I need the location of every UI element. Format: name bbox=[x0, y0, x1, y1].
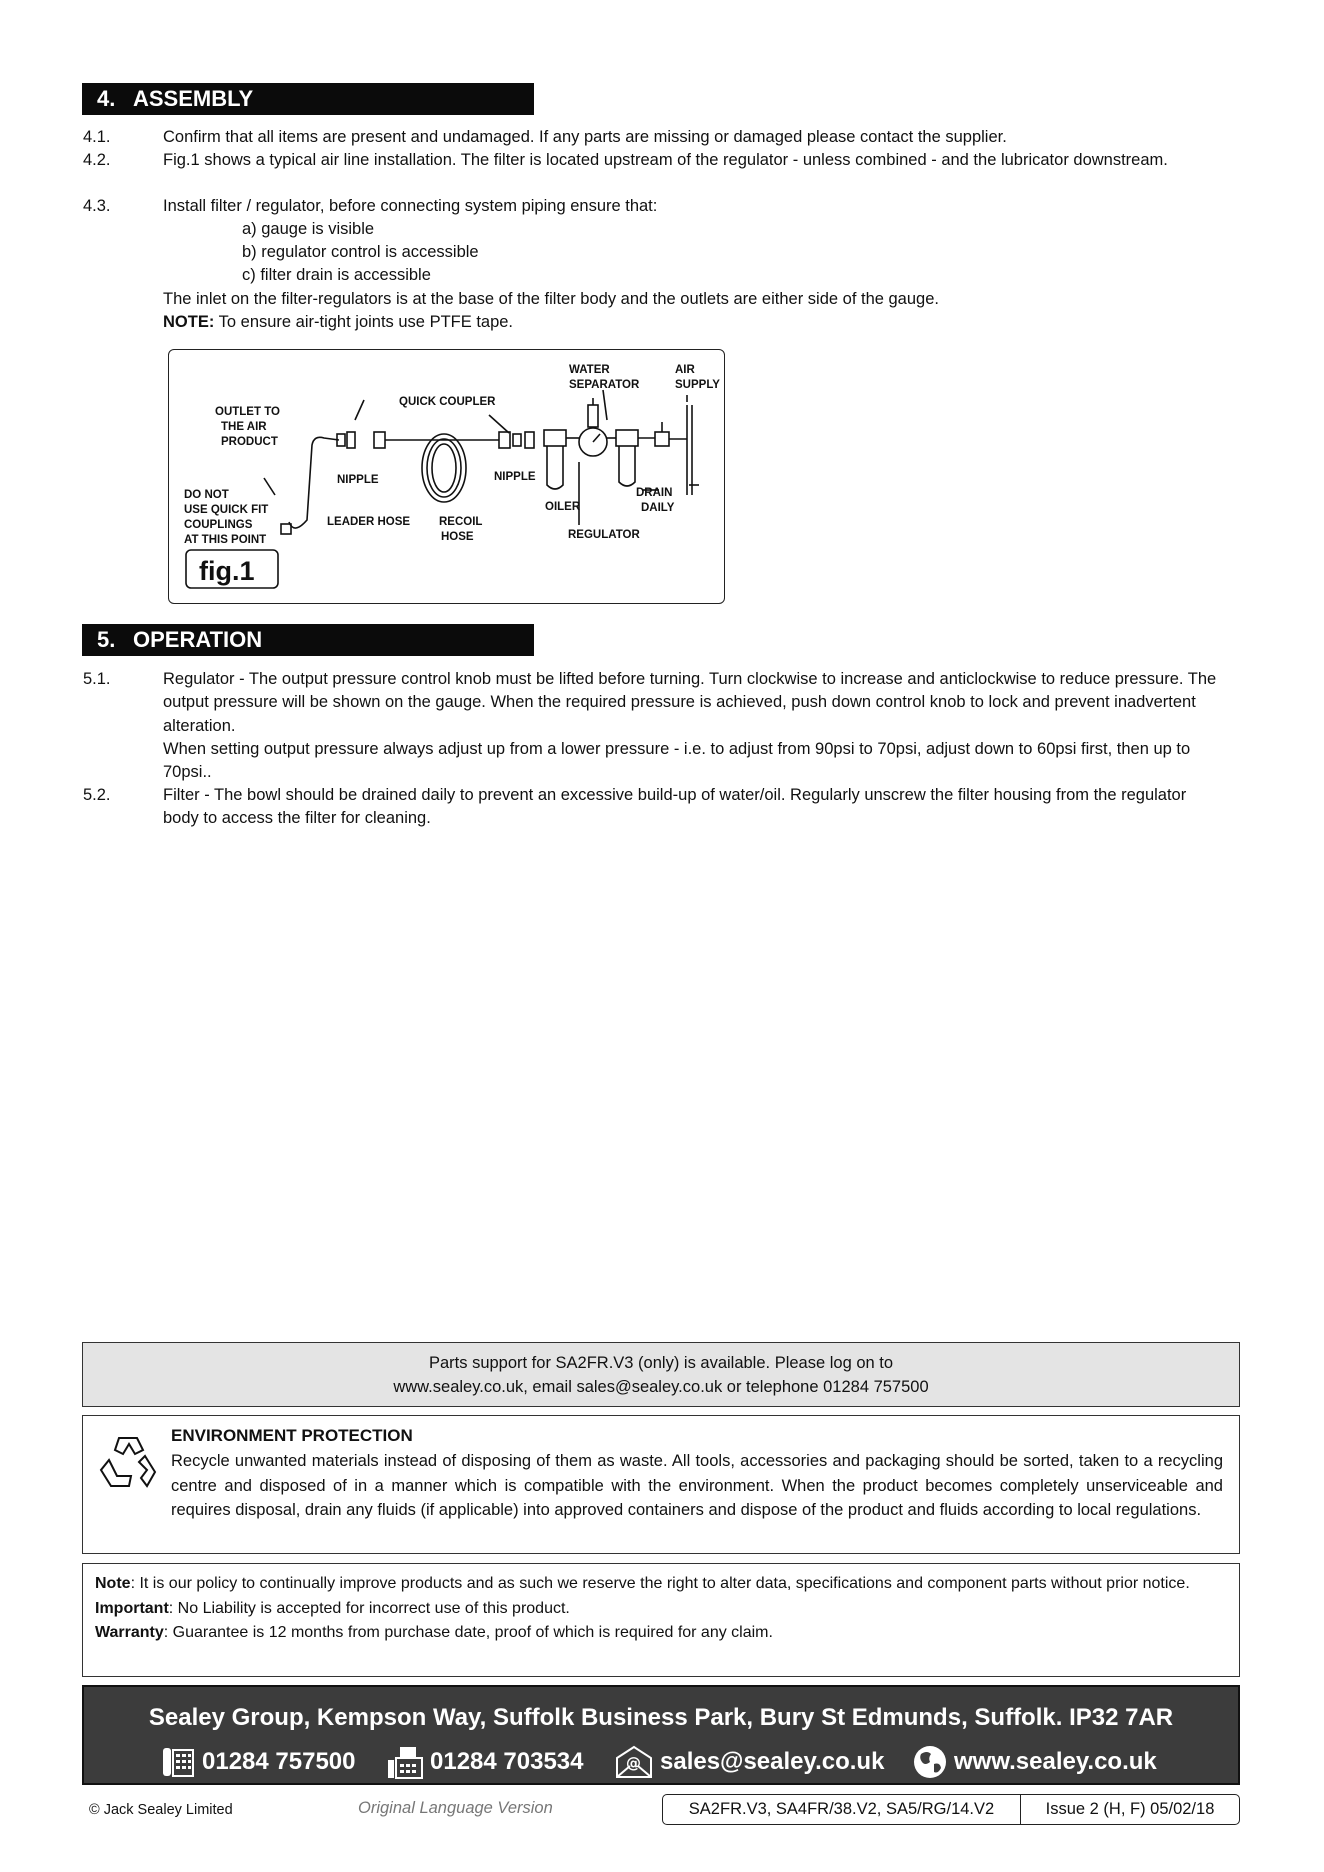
note-line bbox=[163, 311, 1233, 334]
label-drain-2: DAILY bbox=[641, 502, 675, 514]
web-address[interactable]: www.sealey.co.uk bbox=[954, 1748, 1157, 1775]
item-text: Regulator - The output pressure control knob must be lifted before turning. Turn clockwise to increase and anticlockwise to reduce pressure. The output pressure will be shown on the gauge. When the required pressure is achieved, push down control knob to lock and prevent inadvertent alteration. bbox=[163, 670, 1217, 735]
label-nipple-left: NIPPLE bbox=[337, 474, 379, 486]
fax-number: 01284 703534 bbox=[430, 1748, 584, 1775]
model-numbers: SA2FR.V3, SA4FR/38.V2, SA5/RG/14.V2 bbox=[663, 1795, 1021, 1824]
item-number: 5.1. bbox=[83, 670, 111, 688]
environment-title: ENVIRONMENT PROTECTION bbox=[171, 1426, 413, 1445]
email-contact bbox=[614, 1744, 884, 1780]
environment-text: Recycle unwanted materials instead of disposing of them as waste. All tools, accessories and packaging should be sorted, taken to a recycling centre and disposed of in a manner which is compatible with the environment. When the product becomes completely unserviceable and requires disposal, drain any fluids (if applicable) into approved containers and dispose of the product and fluids according to local regulations. bbox=[171, 1452, 1223, 1519]
operation-header bbox=[82, 624, 534, 656]
important-note bbox=[95, 1597, 1227, 1622]
phone-number: 01284 757500 bbox=[202, 1748, 356, 1775]
warranty-label: Warranty bbox=[95, 1624, 164, 1641]
label-quick-coupler: QUICK COUPLER bbox=[399, 396, 496, 408]
assembly-header-number: 4. bbox=[97, 86, 116, 111]
item-number: 5.2. bbox=[83, 786, 111, 804]
issue-date: Issue 2 (H, F) 05/02/18 bbox=[1045, 1800, 1215, 1818]
warranty-text: : Guarantee is 12 months from purchase date, proof of which is required for any claim. bbox=[163, 1624, 773, 1641]
label-nipple-right: NIPPLE bbox=[494, 471, 536, 483]
coupling-shape bbox=[281, 524, 291, 534]
installation-diagram bbox=[169, 350, 726, 605]
label-air-2: SUPPLY bbox=[675, 379, 720, 391]
label-outlet-1: OUTLET TO bbox=[215, 406, 280, 418]
item-text: Install filter / regulator, before connecting system piping ensure that: bbox=[163, 197, 658, 215]
important-label: Important bbox=[95, 1599, 169, 1617]
label-donot-1: DO NOT bbox=[184, 489, 229, 501]
item-text: Fig.1 shows a typical air line installation. The filter is located upstream of the regulator - unless combined - and the lubricator downstream. bbox=[163, 151, 1168, 169]
label-donot-4: AT THIS POINT bbox=[184, 534, 267, 546]
phone-contact bbox=[160, 1744, 356, 1780]
label-water-2: SEPARATOR bbox=[569, 379, 640, 391]
web-contact bbox=[912, 1744, 1157, 1780]
globe-icon bbox=[912, 1744, 948, 1780]
note-text: To ensure air-tight joints use PTFE tape. bbox=[214, 313, 514, 331]
recycle-icon bbox=[95, 1430, 161, 1496]
parts-support-line-2: www.sealey.co.uk, email sales@sealey.co.uk or telephone 01284 757500 bbox=[393, 1378, 929, 1396]
assembly-header bbox=[82, 83, 534, 115]
note-label: Note bbox=[95, 1575, 131, 1592]
label-air-1: AIR bbox=[675, 364, 695, 376]
coupler-right-a bbox=[499, 432, 510, 448]
oiler-top bbox=[544, 430, 566, 446]
sub-item: c) filter drain is accessible bbox=[242, 266, 431, 284]
label-donot-3: COUPLINGS bbox=[184, 519, 253, 531]
operation-header-title: OPERATION bbox=[133, 627, 263, 652]
warranty-note bbox=[95, 1621, 1227, 1646]
coupler-left-a bbox=[347, 432, 355, 448]
item-text: Filter - The bowl should be drained daily to prevent an excessive build-up of water/oil. Regularly unscrew the filter housing from the regulator body to access the filter for cleaning. bbox=[163, 786, 1187, 828]
label-drain-1: DRAIN bbox=[636, 487, 673, 499]
item-text: Confirm that all items are present and undamaged. If any parts are missing or damaged please contact the supplier. bbox=[163, 128, 1007, 146]
important-text: : No Liability is accepted for incorrect use of this product. bbox=[168, 1599, 570, 1617]
oiler-bowl bbox=[547, 446, 563, 489]
item-number: 4.3. bbox=[83, 197, 111, 215]
leader-hose-line bbox=[289, 437, 339, 528]
separator-top bbox=[616, 430, 638, 446]
label-outlet-2: THE AIR bbox=[221, 421, 267, 433]
sub-item: a) gauge is visible bbox=[242, 220, 375, 238]
note-label: NOTE: bbox=[163, 313, 215, 331]
assembly-header-title: ASSEMBLY bbox=[133, 86, 254, 111]
copyright: © Jack Sealey Limited bbox=[89, 1802, 233, 1818]
email-icon bbox=[614, 1744, 654, 1780]
operation-header-number: 5. bbox=[97, 627, 116, 652]
nipple-right-shape bbox=[513, 434, 521, 446]
fax-contact bbox=[386, 1744, 584, 1780]
item-number: 4.2. bbox=[83, 151, 111, 169]
inlet-text: The inlet on the filter-regulators is at the base of the filter body and the outlets are either side of the gauge. bbox=[163, 290, 939, 308]
note-text: : It is our policy to continually improve products and as such we reserve the right to alter data, specifications and component parts without prior notice. bbox=[130, 1575, 1190, 1592]
notes-box bbox=[82, 1563, 1240, 1677]
separator-bowl bbox=[619, 446, 635, 486]
label-recoil-1: RECOIL bbox=[439, 516, 483, 528]
language-version: Original Language Version bbox=[358, 1799, 553, 1817]
fig-caption: fig.1 bbox=[199, 556, 255, 586]
label-leader-hose: LEADER HOSE bbox=[327, 516, 411, 528]
policy-note bbox=[95, 1572, 1227, 1597]
label-recoil-2: HOSE bbox=[441, 531, 474, 543]
company-footer bbox=[82, 1685, 1240, 1785]
svg-text:@: @ bbox=[626, 1754, 641, 1772]
label-regulator: REGULATOR bbox=[568, 529, 640, 541]
label-oiler: OILER bbox=[545, 501, 581, 513]
regulator-knob bbox=[588, 405, 598, 427]
coupler-right-b bbox=[525, 432, 534, 448]
company-address: Sealey Group, Kempson Way, Suffolk Business Park, Bury St Edmunds, Suffolk. IP32 7AR bbox=[148, 1704, 1174, 1731]
environment-box bbox=[82, 1415, 1240, 1554]
phone-icon bbox=[160, 1744, 196, 1780]
parts-support-line-1: Parts support for SA2FR.V3 (only) is available. Please log on to bbox=[428, 1354, 894, 1372]
item-text: When setting output pressure always adjust up from a lower pressure - i.e. to adjust from 90psi to 70psi, adjust down to 60psi first, then up to 70psi.. bbox=[163, 740, 1191, 782]
supply-valve bbox=[655, 432, 669, 446]
label-outlet-3: PRODUCT bbox=[221, 436, 278, 448]
sub-item: b) regulator control is accessible bbox=[242, 243, 479, 261]
air-line-installation-figure bbox=[168, 349, 725, 604]
label-water-1: WATER bbox=[569, 364, 610, 376]
fax-icon bbox=[386, 1744, 424, 1780]
email-address[interactable]: sales@sealey.co.uk bbox=[660, 1748, 885, 1775]
document-reference bbox=[662, 1794, 1240, 1825]
parts-support-box bbox=[82, 1342, 1240, 1407]
coupler-left-b bbox=[374, 432, 385, 448]
item-number: 4.1. bbox=[83, 128, 111, 146]
label-donot-2: USE QUICK FIT bbox=[184, 504, 269, 516]
